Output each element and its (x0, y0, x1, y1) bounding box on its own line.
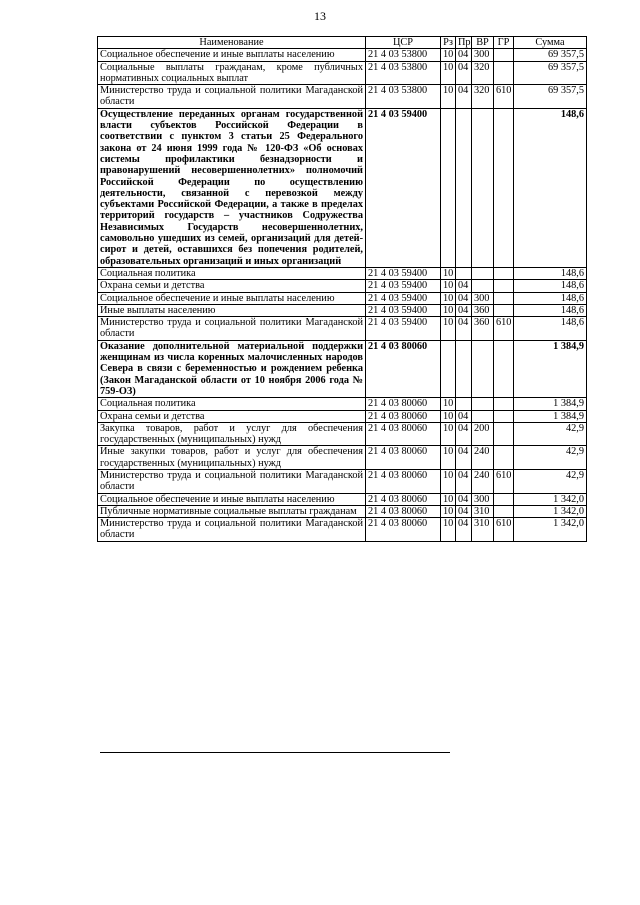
cell-csr: 21 4 03 80060 (366, 340, 441, 397)
cell-csr: 21 4 03 59400 (366, 292, 441, 304)
cell-rz: 10 (441, 267, 456, 279)
cell-sum: 148,6 (514, 292, 587, 304)
cell-sum: 148,6 (514, 267, 587, 279)
cell-name: Социальная политика (98, 267, 366, 279)
cell-pr: 04 (456, 49, 472, 61)
cell-csr: 21 4 03 59400 (366, 317, 441, 341)
cell-gr: 610 (494, 317, 514, 341)
cell-rz: 10 (441, 317, 456, 341)
cell-gr (494, 340, 514, 397)
cell-gr: 610 (494, 518, 514, 542)
cell-rz: 10 (441, 292, 456, 304)
cell-gr (494, 410, 514, 422)
cell-name: Социальные выплаты гражданам, кроме публичных нормативных социальных выплат (98, 61, 366, 85)
cell-rz: 10 (441, 85, 456, 109)
cell-sum: 1 384,9 (514, 410, 587, 422)
table-header-row (98, 37, 587, 49)
table-body (98, 49, 587, 541)
table-row (98, 49, 587, 61)
cell-vr: 310 (472, 518, 494, 542)
table-row (98, 518, 587, 542)
cell-sum: 69 357,5 (514, 85, 587, 109)
cell-rz: 10 (441, 469, 456, 493)
table-row (98, 446, 587, 470)
cell-gr (494, 304, 514, 316)
cell-csr: 21 4 03 59400 (366, 267, 441, 279)
header-gr: ГР (494, 37, 514, 49)
cell-vr: 240 (472, 469, 494, 493)
cell-vr: 300 (472, 493, 494, 505)
cell-sum: 42,9 (514, 469, 587, 493)
cell-gr (494, 61, 514, 85)
table-row (98, 469, 587, 493)
cell-rz: 10 (441, 505, 456, 517)
cell-vr: 320 (472, 61, 494, 85)
cell-vr (472, 410, 494, 422)
cell-gr (494, 267, 514, 279)
cell-gr (494, 505, 514, 517)
cell-pr: 04 (456, 317, 472, 341)
table-row (98, 340, 587, 397)
table-row (98, 422, 587, 446)
cell-gr (494, 280, 514, 292)
cell-pr: 04 (456, 85, 472, 109)
cell-rz: 10 (441, 493, 456, 505)
cell-csr: 21 4 03 59400 (366, 280, 441, 292)
cell-gr (494, 493, 514, 505)
cell-pr: 04 (456, 292, 472, 304)
header-sum: Сумма (514, 37, 587, 49)
cell-gr (494, 422, 514, 446)
cell-pr (456, 340, 472, 397)
cell-name: Министерство труда и социальной политики Магаданской области (98, 469, 366, 493)
page-number: 13 (314, 9, 326, 23)
cell-name: Социальное обеспечение и иные выплаты населению (98, 292, 366, 304)
cell-name: Министерство труда и социальной политики Магаданской области (98, 317, 366, 341)
table-row (98, 493, 587, 505)
cell-rz: 10 (441, 61, 456, 85)
header-rz: Рз (441, 37, 456, 49)
table-row (98, 317, 587, 341)
cell-gr: 610 (494, 85, 514, 109)
header-csr: ЦСР (366, 37, 441, 49)
cell-vr (472, 340, 494, 397)
cell-pr (456, 267, 472, 279)
cell-pr: 04 (456, 518, 472, 542)
cell-pr: 04 (456, 410, 472, 422)
cell-name: Закупка товаров, работ и услуг для обеспечения государственных (муниципальных) нужд (98, 422, 366, 446)
cell-rz (441, 340, 456, 397)
cell-sum: 148,6 (514, 108, 587, 267)
cell-vr: 300 (472, 292, 494, 304)
table-row (98, 108, 587, 267)
cell-csr: 21 4 03 80060 (366, 422, 441, 446)
cell-vr: 360 (472, 304, 494, 316)
cell-rz: 10 (441, 398, 456, 410)
cell-rz: 10 (441, 280, 456, 292)
cell-sum: 148,6 (514, 317, 587, 341)
cell-name: Министерство труда и социальной политики Магаданской области (98, 85, 366, 109)
cell-vr: 360 (472, 317, 494, 341)
cell-gr (494, 398, 514, 410)
cell-csr: 21 4 03 80060 (366, 469, 441, 493)
cell-sum: 42,9 (514, 446, 587, 470)
cell-vr (472, 108, 494, 267)
cell-sum: 148,6 (514, 304, 587, 316)
table-row (98, 398, 587, 410)
cell-rz: 10 (441, 518, 456, 542)
cell-vr (472, 280, 494, 292)
cell-name: Иные закупки товаров, работ и услуг для обеспечения государственных (муниципальных) нужд (98, 446, 366, 470)
cell-sum: 69 357,5 (514, 61, 587, 85)
cell-pr: 04 (456, 61, 472, 85)
cell-csr: 21 4 03 53800 (366, 61, 441, 85)
table-row (98, 61, 587, 85)
cell-name: Охрана семьи и детства (98, 410, 366, 422)
header-pr: Пр (456, 37, 472, 49)
cell-sum: 69 357,5 (514, 49, 587, 61)
table-row (98, 304, 587, 316)
cell-vr: 200 (472, 422, 494, 446)
cell-name: Оказание дополнительной материальной поддержки женщинам из числа коренных малочисленных народов Севера в связи с беременностью и рождением ребенка (Закон Магаданской области от 10 ноября 2006 года № 759-ОЗ) (98, 340, 366, 397)
cell-csr: 21 4 03 59400 (366, 108, 441, 267)
cell-sum: 1 342,0 (514, 493, 587, 505)
table-row (98, 410, 587, 422)
cell-name: Социальная политика (98, 398, 366, 410)
cell-csr: 21 4 03 80060 (366, 493, 441, 505)
table-row (98, 267, 587, 279)
cell-pr (456, 398, 472, 410)
cell-rz: 10 (441, 446, 456, 470)
cell-name: Социальное обеспечение и иные выплаты населению (98, 49, 366, 61)
cell-name: Осуществление переданных органам государственной власти субъектов Российской Федерации в соответствии с пунктом 3 статьи 25 Федерального закона от 24 июня 1999 года № 120-ФЗ «Об основах системы профилактики безнадзорности и правонарушений несовершеннолетних» полномочий Российской Федерации по осуществлению деятельности, связанной с перевозкой между субъектами Российской Федерации, а также в пределах территорий государств – участников Содружества Независимых Государств несовершеннолетних, самовольно ушедших из семей, организаций для детей-сирот и детей, оставшихся без попечения родителей, образовательных организаций и иных организаций (98, 108, 366, 267)
cell-rz (441, 108, 456, 267)
cell-sum: 1 342,0 (514, 518, 587, 542)
cell-gr (494, 446, 514, 470)
cell-pr: 04 (456, 280, 472, 292)
cell-pr: 04 (456, 469, 472, 493)
table-row (98, 280, 587, 292)
table-row (98, 292, 587, 304)
cell-csr: 21 4 03 59400 (366, 304, 441, 316)
cell-gr: 610 (494, 469, 514, 493)
cell-pr (456, 108, 472, 267)
cell-pr: 04 (456, 304, 472, 316)
cell-gr (494, 108, 514, 267)
cell-csr: 21 4 03 80060 (366, 518, 441, 542)
cell-csr: 21 4 03 80060 (366, 410, 441, 422)
cell-rz: 10 (441, 49, 456, 61)
cell-gr (494, 292, 514, 304)
cell-vr (472, 267, 494, 279)
cell-csr: 21 4 03 80060 (366, 398, 441, 410)
cell-csr: 21 4 03 80060 (366, 505, 441, 517)
cell-csr: 21 4 03 53800 (366, 49, 441, 61)
cell-name: Министерство труда и социальной политики Магаданской области (98, 518, 366, 542)
cell-pr: 04 (456, 446, 472, 470)
cell-sum: 1 384,9 (514, 340, 587, 397)
cell-sum: 1 342,0 (514, 505, 587, 517)
cell-rz: 10 (441, 410, 456, 422)
cell-csr: 21 4 03 53800 (366, 85, 441, 109)
cell-vr: 240 (472, 446, 494, 470)
cell-pr: 04 (456, 422, 472, 446)
cell-sum: 148,6 (514, 280, 587, 292)
header-vr: ВР (472, 37, 494, 49)
cell-name: Иные выплаты населению (98, 304, 366, 316)
cell-name: Публичные нормативные социальные выплаты гражданам (98, 505, 366, 517)
footnote-rule (100, 752, 450, 753)
cell-rz: 10 (441, 304, 456, 316)
cell-vr: 300 (472, 49, 494, 61)
cell-sum: 42,9 (514, 422, 587, 446)
budget-table (97, 36, 587, 542)
cell-vr: 310 (472, 505, 494, 517)
cell-name: Охрана семьи и детства (98, 280, 366, 292)
cell-pr: 04 (456, 505, 472, 517)
cell-gr (494, 49, 514, 61)
cell-vr (472, 398, 494, 410)
table-row (98, 85, 587, 109)
cell-csr: 21 4 03 80060 (366, 446, 441, 470)
cell-name: Социальное обеспечение и иные выплаты населению (98, 493, 366, 505)
header-name: Наименование (98, 37, 366, 49)
cell-vr: 320 (472, 85, 494, 109)
cell-rz: 10 (441, 422, 456, 446)
cell-pr: 04 (456, 493, 472, 505)
table-row (98, 505, 587, 517)
cell-sum: 1 384,9 (514, 398, 587, 410)
